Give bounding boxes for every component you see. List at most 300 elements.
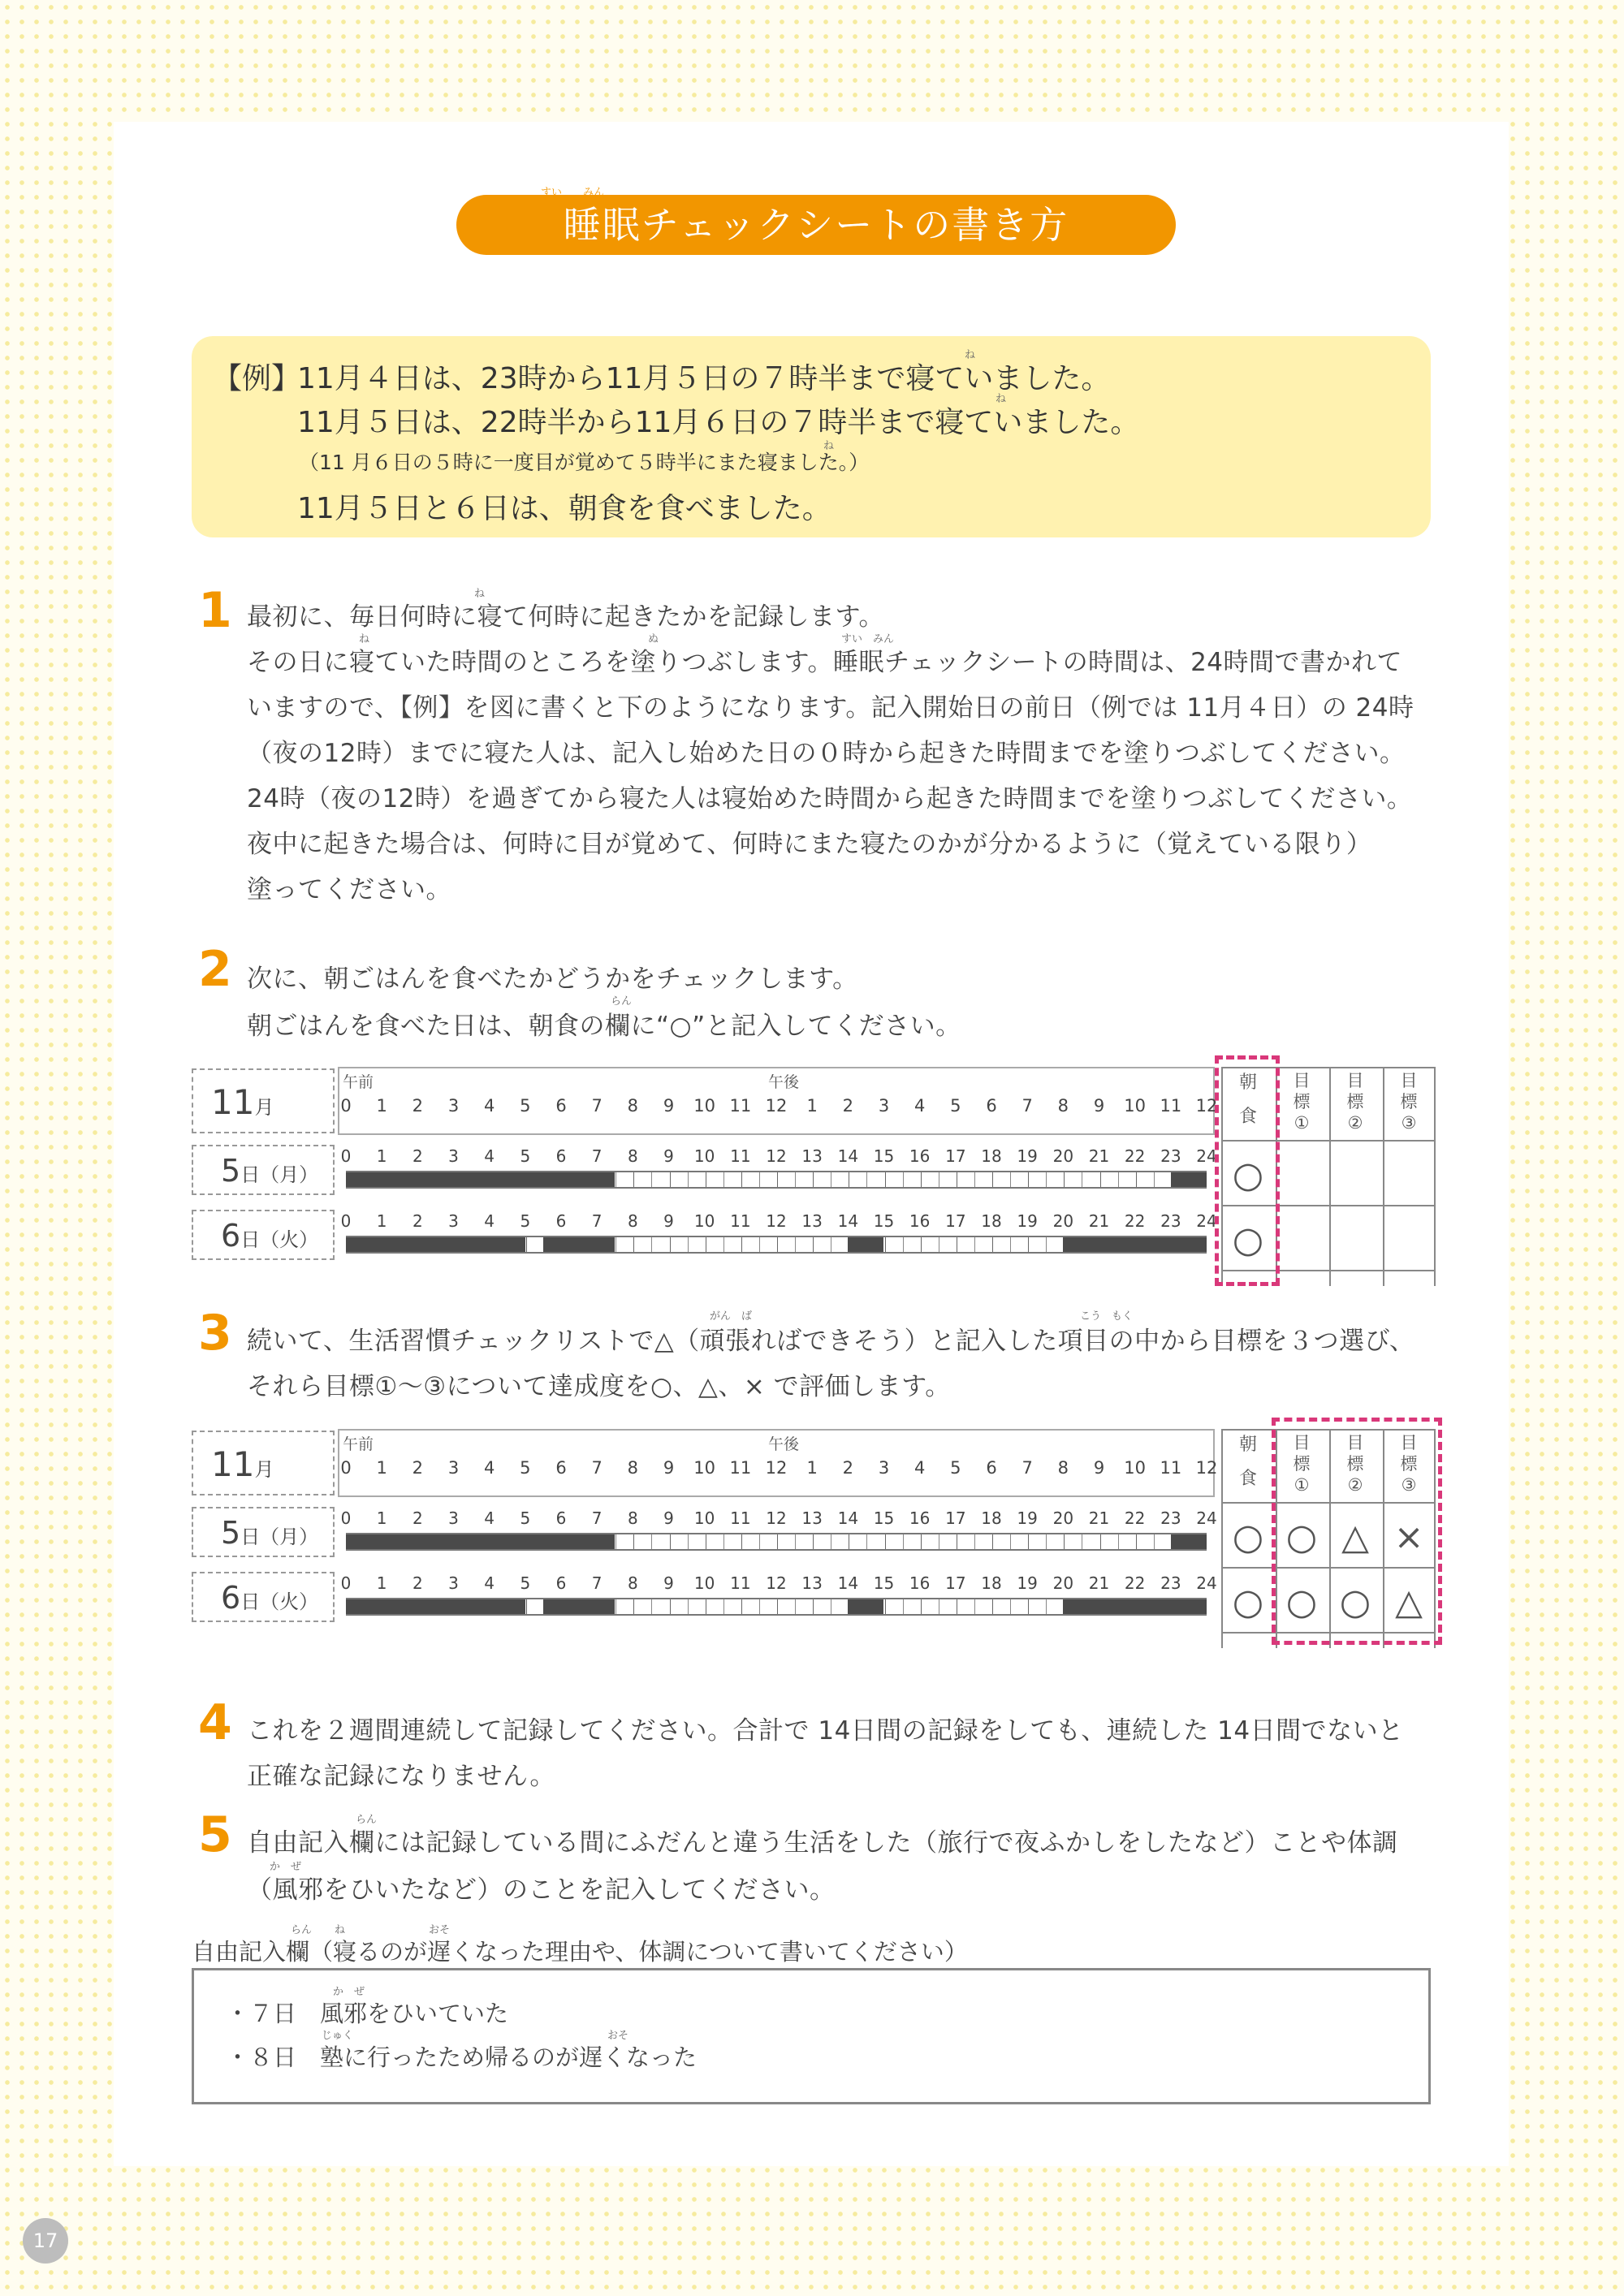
hour-tick-label: 7 [591, 1211, 603, 1231]
hour-tick-label: 16 [909, 1573, 931, 1593]
half-hour-tick [723, 1599, 724, 1614]
hour-tick-label: 10 [693, 1508, 715, 1528]
hour-tick-label: 9 [663, 1146, 674, 1166]
hour-tick-label: 9 [663, 1458, 675, 1478]
half-hour-tick [1028, 1534, 1029, 1549]
half-hour-tick [1028, 1599, 1029, 1614]
hour-tick-label: 10 [693, 1096, 716, 1116]
hour-tick-label: 19 [1017, 1146, 1038, 1166]
sleep-segment [543, 1237, 615, 1252]
ruby-ran: らん [611, 995, 633, 1008]
hour-tick-label: 24 [1196, 1573, 1217, 1593]
half-hour-tick [615, 1172, 616, 1187]
step-number: 1 [198, 582, 232, 639]
half-hour-tick [974, 1599, 975, 1614]
ruby-ne: ね [965, 349, 976, 361]
sleep-segment [848, 1237, 883, 1252]
half-hour-tick [777, 1237, 778, 1252]
goal-header: 目 [1346, 1071, 1364, 1090]
step-1-line: その日に寝ていた時間のところを塗りつぶします。睡眠チェックシートの時間は、24時間で書かれて [247, 648, 1403, 677]
sleep-segment [346, 1534, 615, 1549]
ruby-oso: おそ [607, 2030, 629, 2042]
half-hour-tick [670, 1599, 671, 1614]
half-hour-tick [813, 1599, 814, 1614]
half-hour-tick [1118, 1534, 1119, 1549]
hour-tick-label: 8 [627, 1146, 638, 1166]
half-hour-tick [1136, 1534, 1137, 1549]
step-1-line: いますので、【例】を図に書くと下のようになります。記入開始日の前日（例では 11月４日）の 24時 [247, 693, 1415, 723]
half-hour-tick [813, 1237, 814, 1252]
half-hour-tick [670, 1172, 671, 1187]
goal-mark: △ [1341, 1517, 1369, 1558]
memo-title: 自由記入欄（寝るのが遅くなった理由や、体調について書いてください） [192, 1938, 968, 1966]
ruby-ne: ね [474, 588, 486, 600]
goal-header: ① [1294, 1113, 1310, 1133]
hour-tick-label: 8 [1057, 1096, 1069, 1116]
sleep-chart-example-1 [192, 1067, 1455, 1286]
ruby-nu: ぬ [648, 633, 659, 645]
step-1-line: 最初に、毎日何時に寝て何時に起きたかを記録します。 [247, 602, 885, 632]
half-hour-tick [633, 1534, 634, 1549]
day-unit: 日（火） [240, 1228, 319, 1251]
hour-tick-label: 12 [766, 1146, 787, 1166]
am-label: 午前 [343, 1073, 374, 1091]
hour-tick-label: 1 [806, 1096, 818, 1116]
half-hour-tick [670, 1534, 671, 1549]
hour-tick-label: 3 [878, 1096, 890, 1116]
half-hour-tick [633, 1237, 634, 1252]
hour-tick-label: 20 [1052, 1146, 1074, 1166]
hour-tick-label: 8 [627, 1096, 639, 1116]
hour-tick-label: 15 [873, 1211, 895, 1231]
hour-tick-label: 23 [1160, 1573, 1181, 1593]
hour-tick-label: 12 [1195, 1458, 1218, 1478]
step-2-line: 朝ごはんを食べた日は、朝食の欄に“○”と記入してください。 [247, 1012, 961, 1041]
step-1-line: （夜の12時）までに寝た人は、記入し始めた日の０時から起きた時間までを塗りつぶしてください。 [247, 739, 1406, 768]
half-hour-tick [670, 1237, 671, 1252]
sleep-segment [848, 1599, 883, 1614]
sleep-track [346, 1533, 1207, 1551]
page-number: 17 [23, 2218, 68, 2264]
hour-tick-label: 4 [914, 1096, 926, 1116]
half-hour-tick [759, 1172, 760, 1187]
half-hour-tick [903, 1599, 904, 1614]
half-hour-tick [885, 1237, 886, 1252]
hour-tick-label: 9 [663, 1508, 674, 1528]
month-box: 11月 [192, 1431, 335, 1495]
hour-tick-label: 9 [1093, 1096, 1105, 1116]
am-label: 午前 [343, 1435, 374, 1453]
example-tag: 【例】 [213, 362, 301, 395]
hour-tick-label: 8 [627, 1211, 638, 1231]
hour-tick-label: 4 [484, 1508, 495, 1528]
half-hour-tick [903, 1534, 904, 1549]
hour-tick-label: 15 [873, 1573, 895, 1593]
hour-tick-label: 17 [945, 1508, 966, 1528]
highlight-breakfast-column [1215, 1055, 1280, 1286]
hour-tick-label: 2 [842, 1096, 854, 1116]
half-hour-tick [723, 1534, 724, 1549]
hour-tick-label: 17 [945, 1146, 966, 1166]
hour-tick-label: 1 [376, 1458, 387, 1478]
hour-tick-label: 14 [837, 1508, 859, 1528]
goal-header: ③ [1401, 1475, 1417, 1495]
step-4-line: 正確な記録になりません。 [247, 1762, 555, 1791]
goal-header: 目 [1400, 1071, 1418, 1090]
day-box: 6日（火） [192, 1210, 335, 1260]
hour-tick-label: 12 [1195, 1096, 1218, 1116]
half-hour-tick [759, 1237, 760, 1252]
hour-tick-label: 3 [448, 1573, 459, 1593]
hour-tick-label: 10 [693, 1211, 715, 1231]
day-box: 5日（月） [192, 1507, 335, 1557]
hour-tick-label: 3 [448, 1146, 459, 1166]
hour-tick-label: 21 [1088, 1573, 1110, 1593]
half-hour-tick [651, 1599, 652, 1614]
hour-tick-label: 23 [1160, 1211, 1181, 1231]
goal-header: 標 [1346, 1092, 1364, 1111]
hour-tick-label: 6 [555, 1508, 567, 1528]
hour-tick-label: 20 [1052, 1211, 1074, 1231]
half-hour-tick [1100, 1534, 1101, 1549]
half-hour-tick [651, 1534, 652, 1549]
hour-tick-label: 5 [520, 1146, 531, 1166]
half-hour-tick [921, 1599, 922, 1614]
hour-tick-label: 22 [1124, 1146, 1146, 1166]
goal-header: 標 [1346, 1454, 1364, 1474]
hour-tick-label: 3 [447, 1096, 460, 1116]
half-hour-tick [992, 1599, 993, 1614]
goal-header: ① [1294, 1475, 1310, 1495]
goal-mark: × [1393, 1517, 1424, 1558]
hour-tick-label: 11 [1160, 1096, 1182, 1116]
day-box: 5日（月） [192, 1145, 335, 1195]
half-hour-tick [992, 1237, 993, 1252]
breakfast-mark: ○ [1232, 1517, 1264, 1558]
month-box: 11月 [192, 1068, 335, 1133]
hour-tick-label: 22 [1124, 1211, 1146, 1231]
sleep-track [346, 1598, 1207, 1616]
ruby-suimin: すい みん [841, 633, 895, 645]
hour-tick-label: 12 [765, 1096, 788, 1116]
hour-tick-label: 2 [412, 1508, 423, 1528]
hour-tick-label: 19 [1017, 1573, 1038, 1593]
hour-tick-label: 3 [447, 1458, 460, 1478]
breakfast-header: 食 [1238, 1469, 1257, 1489]
goal-header: ③ [1401, 1113, 1417, 1133]
hour-tick-label: 19 [1017, 1211, 1038, 1231]
half-hour-tick [1010, 1599, 1011, 1614]
hour-tick-label: 19 [1017, 1508, 1038, 1528]
hour-tick-label: 7 [591, 1573, 603, 1593]
hour-tick-label: 11 [1160, 1458, 1182, 1478]
hour-tick-label: 13 [801, 1211, 823, 1231]
half-hour-tick [866, 1534, 867, 1549]
hour-tick-label: 8 [1057, 1458, 1069, 1478]
half-hour-tick [777, 1599, 778, 1614]
hour-tick-label: 13 [801, 1573, 823, 1593]
hour-tick-label: 1 [376, 1573, 387, 1593]
hour-tick-label: 2 [412, 1211, 423, 1231]
ruby-ne: ね [996, 393, 1007, 405]
hour-tick-label: 1 [376, 1096, 387, 1116]
step-5-line: 自由記入欄には記録している間にふだんと違う生活をした（旅行で夜ふかしをしたなど）ことや体調 [247, 1828, 1398, 1858]
ruby-ne: ね [823, 440, 835, 452]
half-hour-tick [1100, 1172, 1101, 1187]
half-hour-tick [615, 1237, 616, 1252]
hour-tick-label: 5 [520, 1508, 531, 1528]
goal-header: ② [1347, 1475, 1363, 1495]
example-line-2: 11月５日は、22時半から11月６日の７時半まで寝ていました。 [297, 406, 1140, 439]
hour-tick-label: 5 [950, 1096, 961, 1116]
hour-tick-label: 5 [950, 1458, 961, 1478]
hour-tick-label: 18 [981, 1508, 1002, 1528]
hour-tick-label: 21 [1088, 1508, 1110, 1528]
sleep-segment [1171, 1534, 1207, 1549]
day-unit: 日（火） [240, 1590, 319, 1613]
sleep-segment [1063, 1599, 1207, 1614]
hour-tick-label: 11 [729, 1096, 752, 1116]
hour-tick-label: 5 [520, 1096, 531, 1116]
goal-header: 標 [1293, 1092, 1311, 1111]
half-hour-tick [1028, 1172, 1029, 1187]
half-hour-tick [921, 1172, 922, 1187]
ruby-koumoku: こう もく [1080, 1310, 1134, 1323]
hour-tick-label: 3 [448, 1211, 459, 1231]
half-hour-tick [759, 1599, 760, 1614]
breakfast-mark: ○ [1232, 1219, 1264, 1261]
step-1-line: 24時（夜の12時）を過ぎてから寝た人は寝始めた時間から起きた時間までを塗りつぶしてください。 [247, 784, 1413, 814]
goal-mark: △ [1395, 1582, 1423, 1623]
grid-line [1383, 1067, 1384, 1286]
half-hour-tick [866, 1172, 867, 1187]
ruby-ran: らん [291, 1924, 313, 1936]
goal-header: 標 [1293, 1454, 1311, 1474]
hour-tick-label: 3 [448, 1508, 459, 1528]
hour-tick-label: 6 [986, 1458, 997, 1478]
half-hour-tick [885, 1534, 886, 1549]
hour-tick-label: 23 [1160, 1508, 1181, 1528]
month-unit: 月 [254, 1458, 274, 1481]
hour-tick-label: 8 [627, 1508, 638, 1528]
half-hour-tick [1046, 1599, 1047, 1614]
hour-tick-label: 17 [945, 1573, 966, 1593]
half-hour-tick [1154, 1172, 1155, 1187]
hour-tick-label: 16 [909, 1508, 931, 1528]
hour-tick-label: 6 [555, 1573, 567, 1593]
ruby-ne: ね [359, 633, 370, 645]
half-hour-tick [974, 1534, 975, 1549]
day-box: 6日（火） [192, 1572, 335, 1622]
hour-tick-label: 6 [555, 1458, 567, 1478]
hour-tick-label: 24 [1196, 1508, 1217, 1528]
half-hour-tick [1154, 1534, 1155, 1549]
half-hour-tick [1064, 1172, 1065, 1187]
hour-tick-label: 8 [627, 1458, 639, 1478]
half-hour-tick [741, 1534, 742, 1549]
half-hour-tick [526, 1237, 527, 1252]
half-hour-tick [1010, 1534, 1011, 1549]
hour-tick-label: 10 [1124, 1458, 1147, 1478]
hour-tick-label: 7 [1021, 1458, 1033, 1478]
hour-tick-label: 18 [981, 1146, 1002, 1166]
half-hour-tick [688, 1237, 689, 1252]
half-hour-tick [1046, 1534, 1047, 1549]
breakfast-header: 朝 [1238, 1072, 1257, 1093]
hour-tick-label: 4 [484, 1211, 495, 1231]
half-hour-tick [1010, 1172, 1011, 1187]
hour-tick-label: 24 [1196, 1146, 1217, 1166]
sleep-segment [346, 1172, 615, 1187]
hour-tick-label: 1 [806, 1458, 818, 1478]
pm-label: 午後 [768, 1073, 800, 1091]
hour-tick-label: 22 [1124, 1573, 1146, 1593]
half-hour-tick [1046, 1172, 1047, 1187]
half-hour-tick [974, 1172, 975, 1187]
half-hour-tick [633, 1599, 634, 1614]
half-hour-tick [1136, 1172, 1137, 1187]
goal-header: 標 [1400, 1092, 1418, 1111]
hour-tick-label: 7 [1021, 1096, 1033, 1116]
ruby-kaze: か ぜ [270, 1861, 302, 1873]
day-unit: 日（月） [240, 1163, 319, 1186]
step-3-line: それら目標①～③について達成度を○、△、× で評価します。 [247, 1372, 951, 1401]
half-hour-tick [723, 1172, 724, 1187]
hour-tick-label: 13 [801, 1508, 823, 1528]
hour-tick-label: 21 [1088, 1146, 1110, 1166]
ruby-oso: おそ [429, 1924, 451, 1936]
half-hour-tick [1010, 1237, 1011, 1252]
memo-item: ・７日 風邪をひいていた [226, 2000, 509, 2027]
hour-tick-label: 16 [909, 1146, 931, 1166]
half-hour-tick [688, 1172, 689, 1187]
step-5-line: （風邪をひいたなど）のことを記入してください。 [247, 1875, 836, 1905]
half-hour-tick [615, 1534, 616, 1549]
hour-tick-label: 22 [1124, 1508, 1146, 1528]
half-hour-tick [651, 1172, 652, 1187]
step-number: 3 [198, 1305, 232, 1362]
half-hour-tick [1046, 1237, 1047, 1252]
hour-tick-label: 9 [663, 1573, 674, 1593]
half-hour-tick [885, 1172, 886, 1187]
sleep-track [346, 1171, 1207, 1189]
half-hour-tick [992, 1172, 993, 1187]
hour-tick-label: 10 [693, 1146, 715, 1166]
title-ruby-min: みん [583, 187, 605, 199]
ruby-juku: じゅく [322, 2030, 354, 2042]
step-1-line: 塗ってください。 [247, 875, 451, 904]
hour-tick-label: 11 [730, 1211, 751, 1231]
hour-tick-label: 10 [1124, 1096, 1147, 1116]
hour-tick-label: 5 [520, 1573, 531, 1593]
breakfast-header: 食 [1238, 1107, 1257, 1127]
half-hour-tick [688, 1534, 689, 1549]
breakfast-mark: ○ [1232, 1154, 1264, 1196]
hour-tick-label: 20 [1052, 1508, 1074, 1528]
memo-box [192, 1968, 1431, 2104]
hour-tick-label: 1 [376, 1508, 387, 1528]
pm-label: 午後 [768, 1435, 800, 1453]
example-line-3: 11月５日と６日は、朝食を食べました。 [297, 492, 831, 525]
half-hour-tick [615, 1599, 616, 1614]
page-title: 睡眠チェックシートの書き方 [456, 195, 1176, 255]
hour-tick-label: 20 [1052, 1573, 1074, 1593]
hour-tick-label: 15 [873, 1508, 895, 1528]
hour-tick-label: 2 [412, 1096, 424, 1116]
hour-tick-label: 9 [663, 1211, 674, 1231]
hour-tick-label: 4 [483, 1096, 495, 1116]
title-ruby-sui: すい [541, 187, 563, 199]
goal-header: 標 [1400, 1454, 1418, 1474]
hour-tick-label: 11 [729, 1458, 752, 1478]
hour-tick-label: 2 [412, 1146, 423, 1166]
hour-tick-label: 11 [730, 1573, 751, 1593]
hour-tick-label: 5 [520, 1211, 531, 1231]
hour-tick-label: 13 [801, 1146, 823, 1166]
step-2-line: 次に、朝ごはんを食べたかどうかをチェックします。 [247, 965, 858, 994]
hour-tick-label: 3 [878, 1458, 890, 1478]
hour-tick-label: 6 [555, 1211, 567, 1231]
step-4-line: これを２週間連続して記録してください。合計で 14日間の記録をしても、連続した 14日間でないと [247, 1716, 1404, 1746]
sleep-chart-example-2 [192, 1429, 1455, 1650]
hour-tick-label: 6 [555, 1096, 567, 1116]
half-hour-tick [723, 1237, 724, 1252]
hour-tick-label: 7 [591, 1508, 603, 1528]
hour-tick-label: 18 [981, 1211, 1002, 1231]
grid-line [1329, 1067, 1331, 1286]
sleep-segment [346, 1237, 525, 1252]
sleep-segment [543, 1599, 615, 1614]
half-hour-tick [1028, 1237, 1029, 1252]
half-hour-tick [777, 1534, 778, 1549]
step-number: 2 [198, 941, 232, 998]
half-hour-tick [688, 1599, 689, 1614]
hour-tick-label: 10 [693, 1573, 715, 1593]
sleep-segment [1063, 1237, 1207, 1252]
half-hour-tick [921, 1237, 922, 1252]
hour-tick-label: 4 [484, 1146, 495, 1166]
step-number: 4 [198, 1694, 232, 1751]
goal-header: 目 [1293, 1071, 1311, 1090]
hour-tick-label: 0 [340, 1508, 352, 1528]
hour-tick-label: 4 [483, 1458, 495, 1478]
hour-tick-label: 0 [340, 1458, 352, 1478]
breakfast-header: 朝 [1238, 1435, 1257, 1455]
hour-tick-label: 16 [909, 1211, 931, 1231]
half-hour-tick [759, 1534, 760, 1549]
hour-tick-label: 0 [340, 1573, 352, 1593]
month-unit: 月 [254, 1096, 274, 1119]
hour-tick-label: 18 [981, 1573, 1002, 1593]
example-note: （11 月６日の５時に一度目が覚めて５時半にまた寝ました。） [299, 451, 870, 474]
half-hour-tick [1118, 1172, 1119, 1187]
hour-tick-label: 7 [591, 1458, 603, 1478]
goal-header: 目 [1400, 1433, 1418, 1452]
goal-mark: ○ [1285, 1517, 1318, 1558]
hour-tick-label: 17 [945, 1211, 966, 1231]
hour-tick-label: 14 [837, 1211, 859, 1231]
half-hour-tick [633, 1172, 634, 1187]
example-line-1: 11月４日は、23時から11月５日の７時半まで寝ていました。 [297, 362, 1111, 395]
goal-mark: ○ [1285, 1582, 1318, 1623]
hour-tick-label: 2 [412, 1458, 424, 1478]
hour-tick-label: 12 [766, 1211, 787, 1231]
half-hour-tick [903, 1237, 904, 1252]
goal-header: ② [1347, 1113, 1363, 1133]
half-hour-tick [741, 1237, 742, 1252]
day-unit: 日（月） [240, 1526, 319, 1548]
sleep-segment [346, 1599, 525, 1614]
